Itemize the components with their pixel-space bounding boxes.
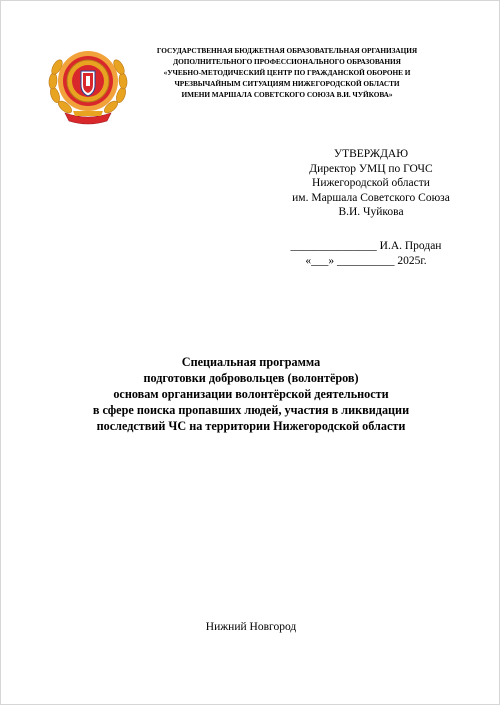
org-header-line: ГОСУДАРСТВЕННАЯ БЮДЖЕТНАЯ ОБРАЗОВАТЕЛЬНАЯ ОРГАНИЗАЦИЯ	[156, 46, 418, 55]
title-line: подготовки добровольцев (волонтёров)	[143, 371, 359, 385]
approval-line: Директор УМЦ по ГОЧС	[309, 162, 433, 175]
institution-emblem-icon	[45, 43, 131, 127]
date-line: «___» __________ 2025г.	[305, 255, 427, 267]
title-line: Специальная программа	[181, 355, 321, 369]
org-header-line: «УЧЕБНО-МЕТОДИЧЕСКИЙ ЦЕНТР ПО ГРАЖДАНСКОЙ ОБОРОНЕ И	[163, 68, 411, 77]
title-line: основам организации волонтёрской деятельности	[113, 387, 389, 401]
org-header-line: ЧРЕЗВЫЧАЙНЫМ СИТУАЦИЯМ НИЖЕГОРОДСКОЙ ОБЛАСТИ	[174, 79, 400, 88]
document-title	[41, 354, 461, 434]
title-line: в сфере поиска пропавших людей, участия в ликвидации	[92, 403, 410, 417]
approval-block	[241, 147, 500, 220]
title-line: последствий ЧС на территории Нижегородской области	[96, 419, 406, 433]
approval-line: им. Маршала Советского Союза	[292, 191, 450, 204]
approval-line: В.И. Чуйкова	[338, 206, 404, 218]
approval-title: УТВЕРЖДАЮ	[333, 148, 409, 160]
organization-header	[127, 45, 447, 100]
city-footer: Нижний Новгород	[205, 621, 297, 633]
approval-line: Нижегородской области	[312, 177, 430, 189]
org-header-line: ДОПОЛНИТЕЛЬНОГО ПРОФЕССИОНАЛЬНОГО ОБРАЗОВАНИЯ	[173, 57, 401, 66]
signature-block	[251, 239, 481, 269]
signature-line: _______________ И.А. Продан	[290, 240, 442, 252]
org-header-line: ИМЕНИ МАРШАЛА СОВЕТСКОГО СОЮЗА В.И. ЧУЙКОВА»	[181, 90, 393, 99]
